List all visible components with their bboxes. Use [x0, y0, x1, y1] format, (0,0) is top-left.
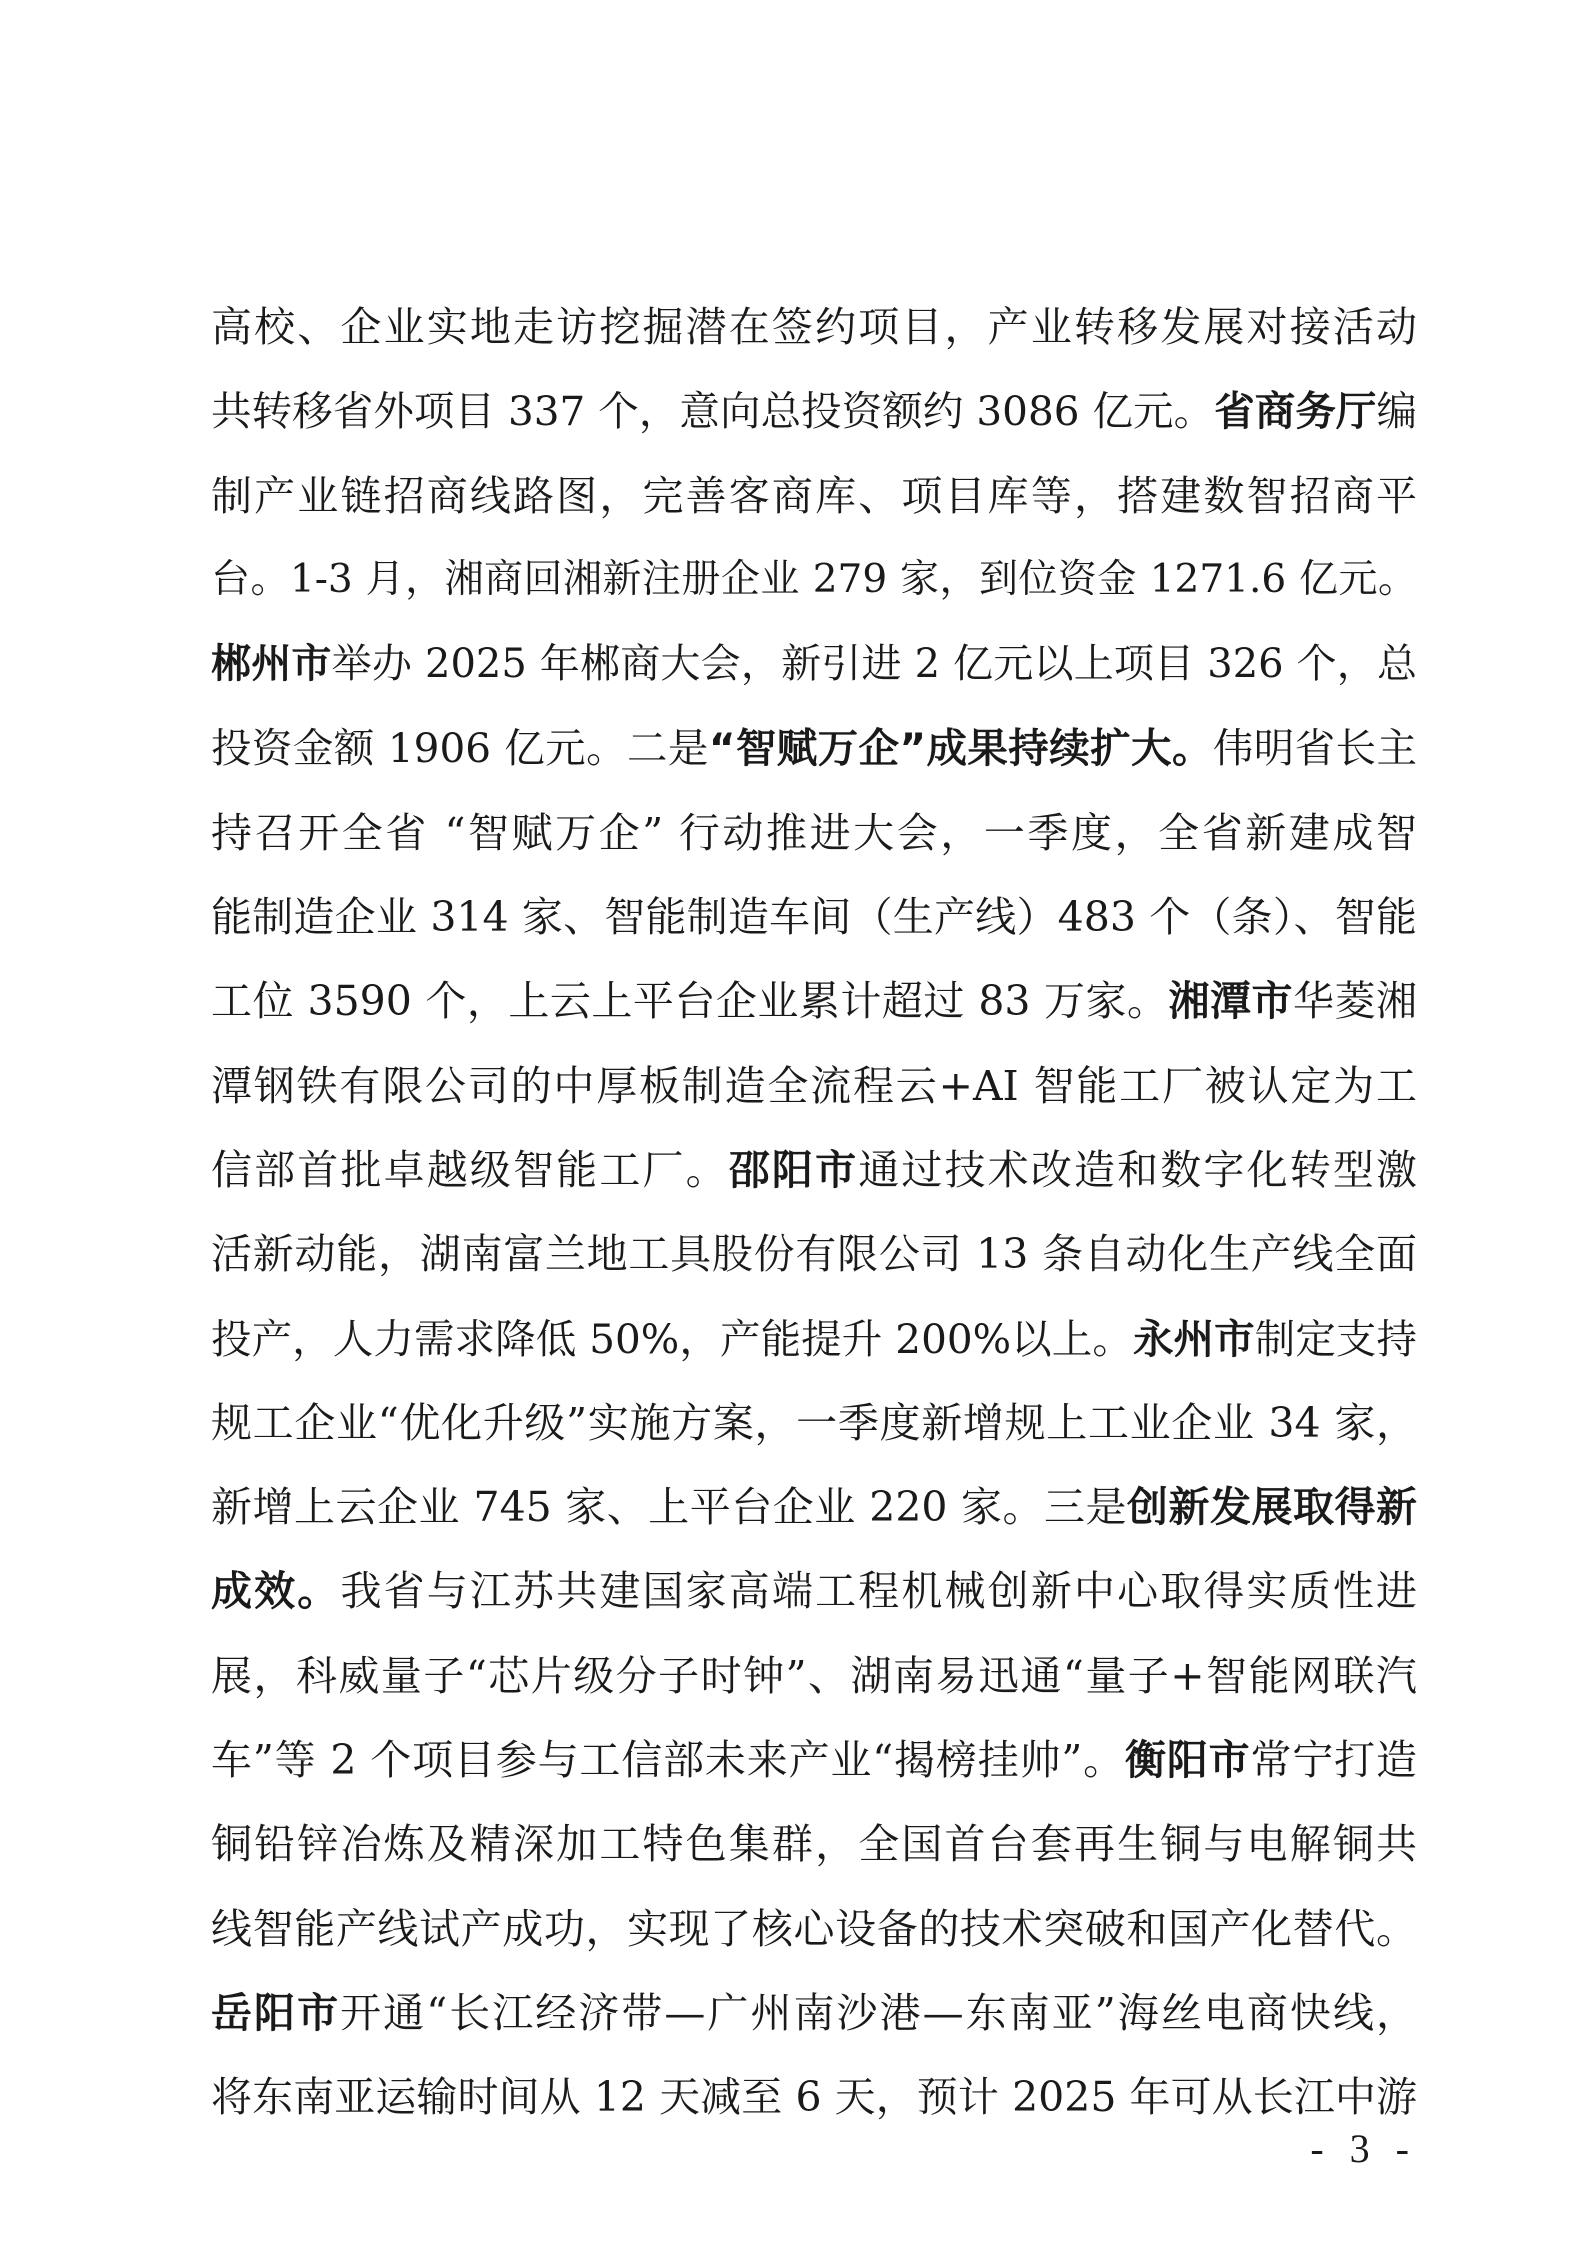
- text-line: [211, 1128, 1417, 1212]
- text-line: [211, 706, 1417, 790]
- text-run: 将东南亚运输时间从 12 天减至 6 天，预计 2025 年可从长江中游: [211, 2073, 1417, 2122]
- text-run: 共转移省外项目 337 个，意向总投资额约 3086 亿元。: [211, 387, 1215, 436]
- text-line: [211, 1549, 1417, 1633]
- text-run: 能制造企业 314 家、智能制造车间（生产线）483 个（条）、智能: [211, 893, 1417, 942]
- text-run: 工位 3590 个，上云上平台企业累计超过 83 万家。: [211, 977, 1169, 1026]
- text-line: [211, 1297, 1417, 1381]
- text-line: [211, 1212, 1417, 1296]
- text-run: 投资金额 1906 亿元。二是: [211, 724, 709, 773]
- text-line: [211, 791, 1417, 875]
- bold-phrase: 郴州市: [211, 641, 332, 688]
- bold-phrase: 湘潭市: [1168, 977, 1293, 1026]
- text-line: [211, 1718, 1417, 1802]
- text-run: 持召开全省 “智赋万企” 行动推进大会，一季度，全省新建成智: [211, 808, 1417, 857]
- text-run: 车”等 2 个项目参与工信部未来产业“揭榜挂帅”。: [211, 1736, 1126, 1785]
- text-run: 展，科威量子“芯片级分子时钟”、湖南易迅通“量子+智能网联汽: [211, 1651, 1417, 1700]
- text-run: 伟明省长主: [1212, 724, 1417, 773]
- text-run: 制定支持: [1254, 1314, 1417, 1363]
- text-run: 编: [1376, 387, 1417, 436]
- text-run: 通过技术改造和数字化转型激: [858, 1145, 1417, 1194]
- text-run: 线智能产线试产成功，实现了核心设备的技术突破和国产化替代。: [211, 1904, 1417, 1953]
- bold-phrase: 创新发展取得新: [1127, 1483, 1417, 1532]
- text-run: 新增上云企业 745 家、上平台企业 220 家。三是: [211, 1483, 1128, 1532]
- text-line: [211, 1802, 1417, 1886]
- text-run: 开通“长江经济带—广州南沙港—东南亚”海丝电商快线，: [340, 1988, 1417, 2037]
- text-line: [211, 1044, 1417, 1128]
- text-run: 潭钢铁有限公司的中厚板制造全流程云+AI 智能工厂被认定为工: [211, 1061, 1417, 1110]
- text-run: 华菱湘: [1293, 977, 1417, 1026]
- text-line: [211, 454, 1417, 538]
- text-run: 铜铅锌冶炼及精深加工特色集群，全国首台套再生铜与电解铜共: [211, 1820, 1417, 1869]
- text-line: [211, 1887, 1417, 1971]
- text-line: [211, 1381, 1417, 1465]
- text-line: [211, 369, 1417, 453]
- text-line: [211, 959, 1417, 1043]
- text-run: 我省与江苏共建国家高端工程机械创新中心取得实质性进: [340, 1567, 1417, 1616]
- text-run: 台。1-3 月，湘商回湘新注册企业 279 家，到位资金 1271.6 亿元。: [211, 556, 1417, 602]
- text-run: 高校、企业实地走访挖掘潜在签约项目，产业转移发展对接活动: [211, 303, 1417, 351]
- text-line: [211, 1634, 1417, 1718]
- text-line: [211, 1971, 1417, 2055]
- text-run: 信部首批卓越级智能工厂。: [211, 1145, 729, 1194]
- text-run: 常宁打造: [1250, 1736, 1417, 1785]
- bold-phrase: 成效。: [211, 1567, 341, 1616]
- text-line: [211, 622, 1417, 706]
- text-line: [211, 1465, 1417, 1549]
- text-run: 举办 2025 年郴商大会，新引进 2 亿元以上项目 326 个，总: [331, 641, 1417, 688]
- text-run: 规工企业“优化升级”实施方案，一季度新增规上工业企业 34 家，: [211, 1398, 1417, 1447]
- bold-phrase: “智赋万企”成果持续扩大。: [708, 724, 1213, 773]
- body-paragraph: [211, 285, 1417, 2140]
- bold-phrase: 邵阳市: [728, 1145, 859, 1194]
- text-run: 投产，人力需求降低 50%，产能提升 200%以上。: [211, 1314, 1133, 1363]
- bold-phrase: 永州市: [1132, 1314, 1255, 1363]
- page-number: - 3 -: [1310, 2126, 1417, 2171]
- text-line: [211, 2055, 1417, 2139]
- text-line: [211, 538, 1417, 622]
- text-line: [211, 285, 1417, 369]
- text-run: 制产业链招商线路图，完善客商库、项目库等，搭建数智招商平: [211, 471, 1417, 520]
- text-line: [211, 875, 1417, 959]
- text-run: 活新动能，湖南富兰地工具股份有限公司 13 条自动化生产线全面: [211, 1230, 1417, 1279]
- bold-phrase: 衡阳市: [1125, 1736, 1251, 1785]
- bold-phrase: 省商务厅: [1214, 387, 1377, 436]
- bold-phrase: 岳阳市: [211, 1988, 341, 2037]
